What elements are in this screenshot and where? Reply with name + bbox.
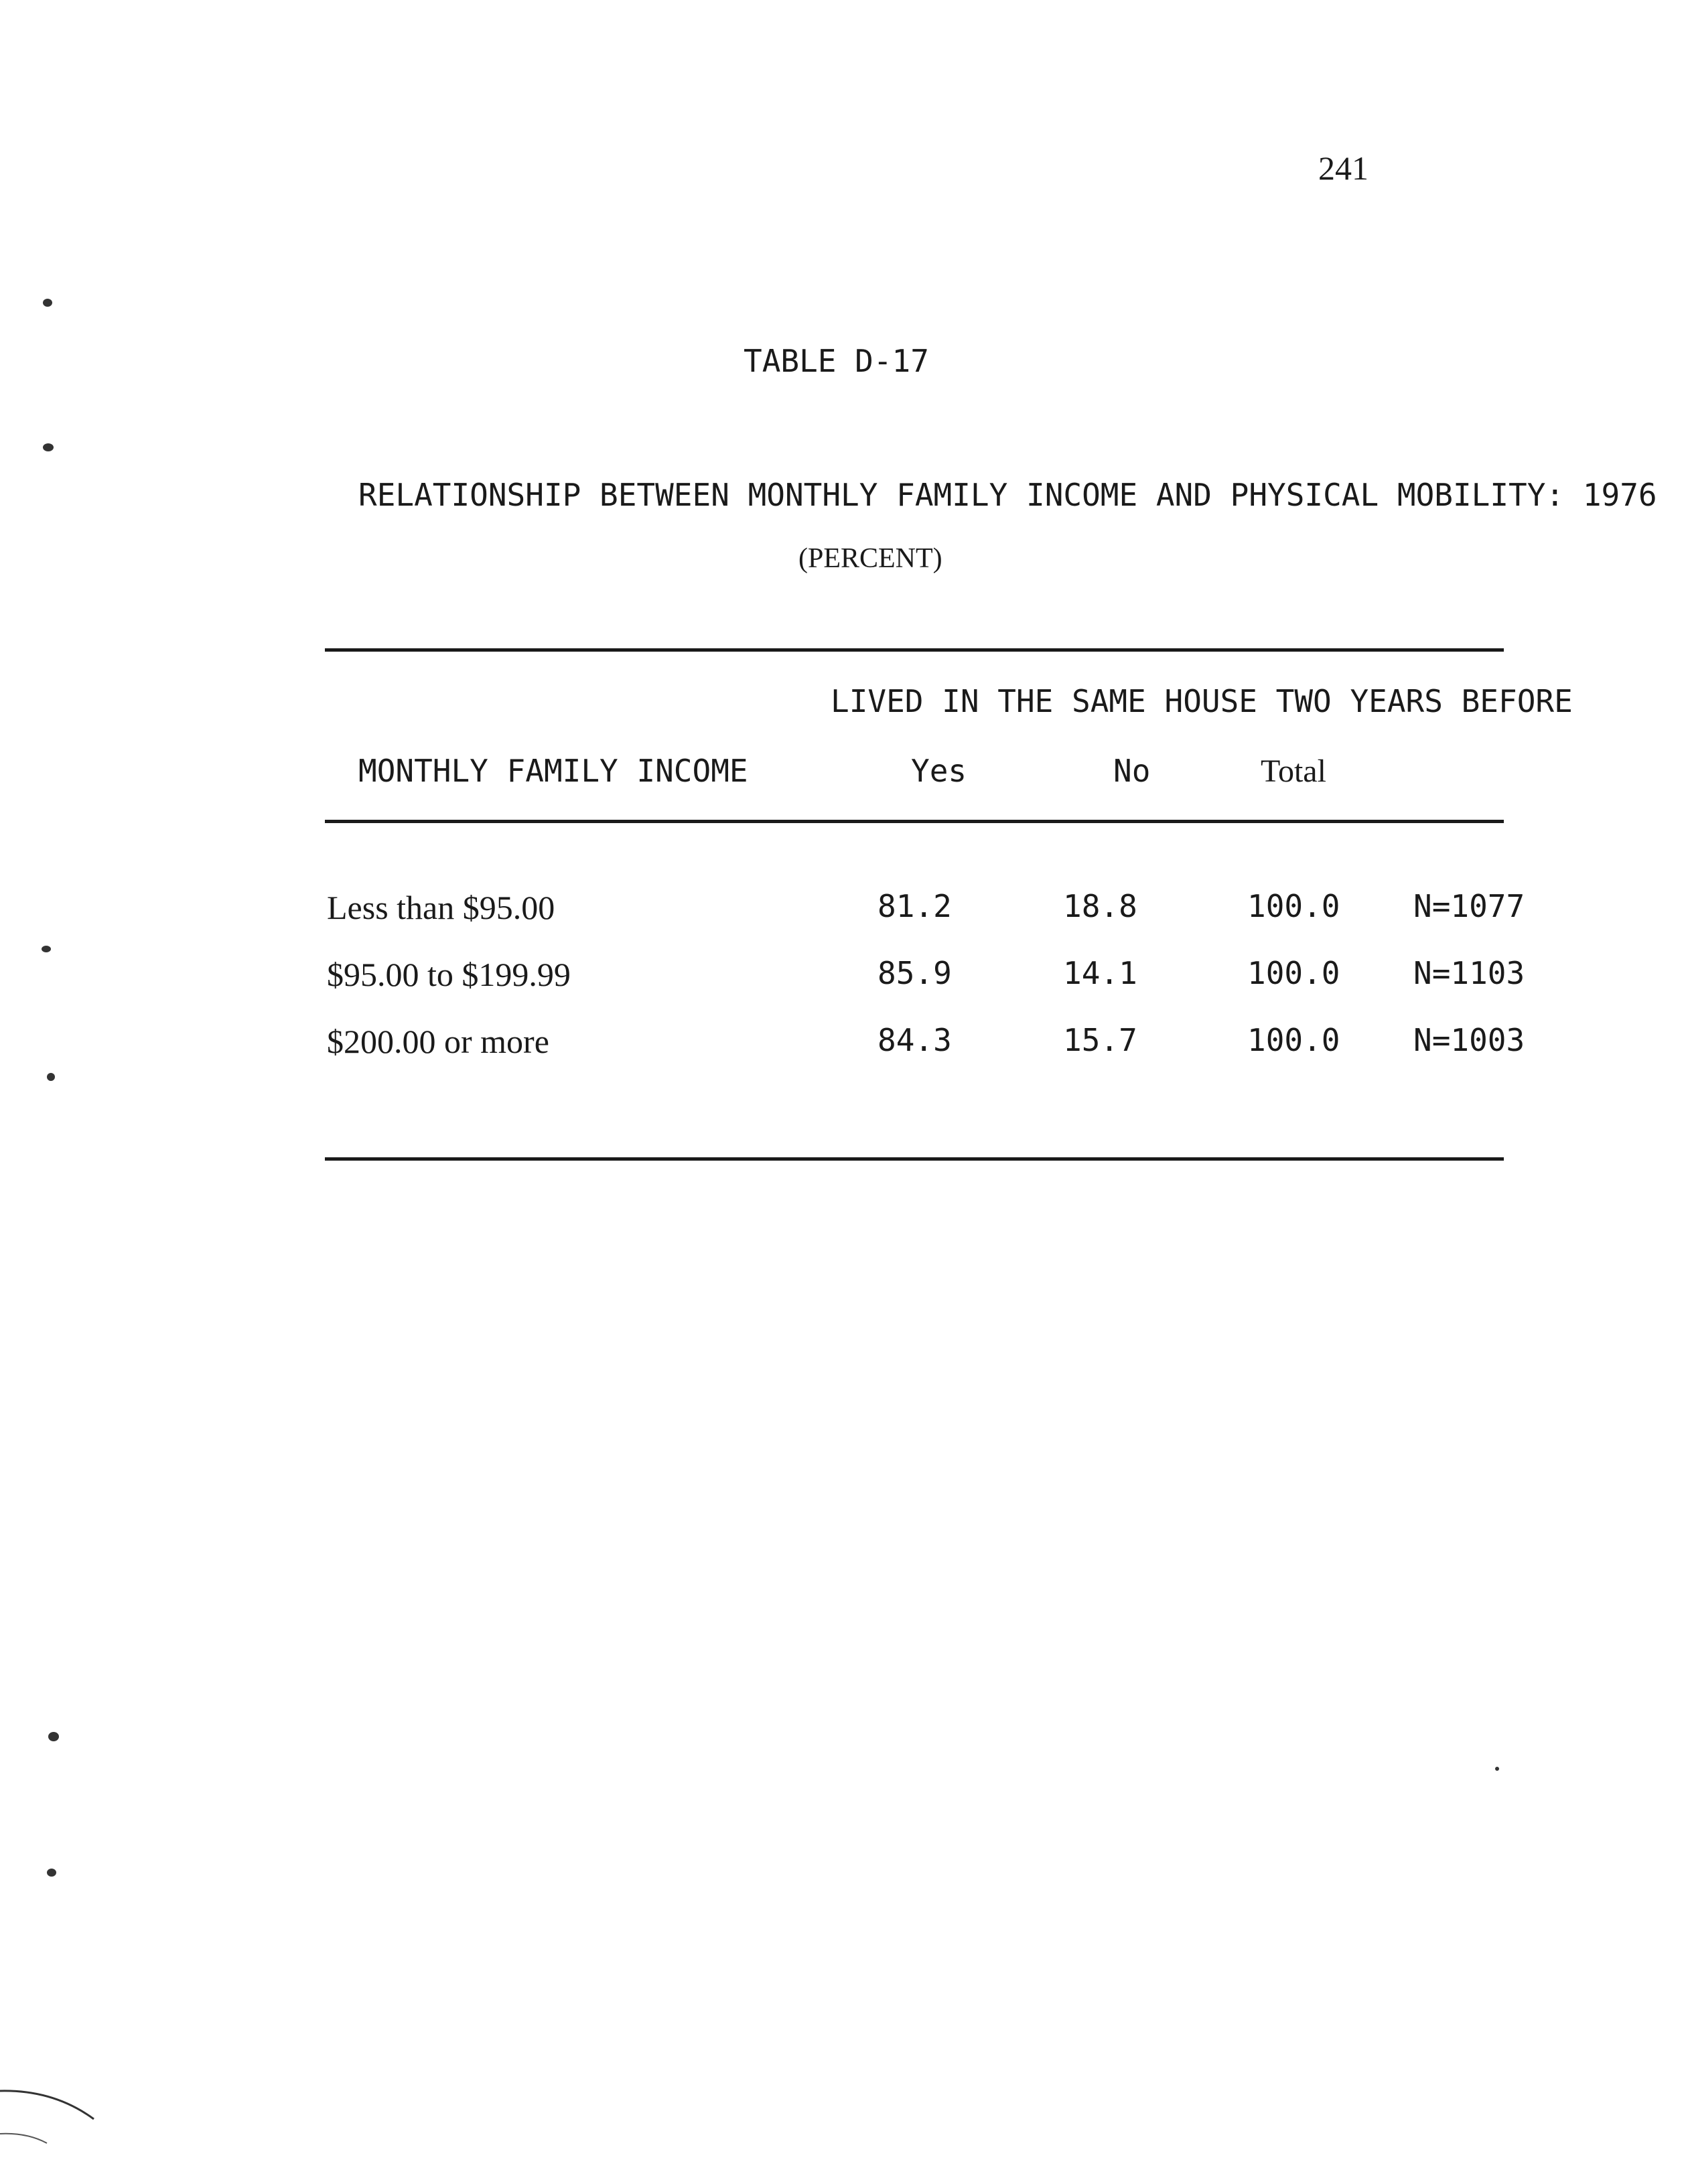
row-label: $95.00 to $199.99 [327,956,571,993]
column-header-yes: Yes [911,753,967,789]
scan-speck [48,1732,59,1741]
cell-no: 18.8 [1063,888,1137,924]
cell-no: 15.7 [1063,1022,1137,1058]
margin-scan-mark [0,2076,134,2184]
row-header: MONTHLY FAMILY INCOME [358,753,748,789]
cell-no: 14.1 [1063,955,1137,991]
scan-speck [42,946,51,952]
cell-total: 100.0 [1247,888,1340,924]
cell-n: N=1103 [1413,955,1525,991]
table-header-rule [325,820,1504,823]
table-unit: (PERCENT) [798,543,942,574]
scan-speck [1495,1767,1499,1771]
cell-total: 100.0 [1247,1022,1340,1058]
page-number: 241 [1318,149,1369,187]
table-row [0,888,1684,942]
row-label: $200.00 or more [327,1023,549,1060]
scan-speck [43,299,52,307]
scan-speck [47,1073,55,1081]
table-row [0,955,1684,1009]
cell-yes: 85.9 [878,955,952,991]
table-bottom-rule [325,1157,1504,1161]
table-label: TABLE D-17 [744,343,929,379]
cell-yes: 84.3 [878,1022,952,1058]
column-group-header: LIVED IN THE SAME HOUSE TWO YEARS BEFORE [831,683,1573,719]
cell-n: N=1077 [1413,888,1525,924]
column-header-total: Total [1261,753,1326,789]
table-title: RELATIONSHIP BETWEEN MONTHLY FAMILY INCOME AND PHYSICAL MOBILITY: 1976 [358,477,1657,513]
scan-speck [43,443,54,451]
table-top-rule [325,648,1504,652]
table-row [0,1022,1684,1076]
cell-n: N=1003 [1413,1022,1525,1058]
row-label: Less than $95.00 [327,889,555,926]
cell-yes: 81.2 [878,888,952,924]
cell-total: 100.0 [1247,955,1340,991]
scan-speck [47,1869,56,1877]
column-header-no: No [1113,753,1151,789]
